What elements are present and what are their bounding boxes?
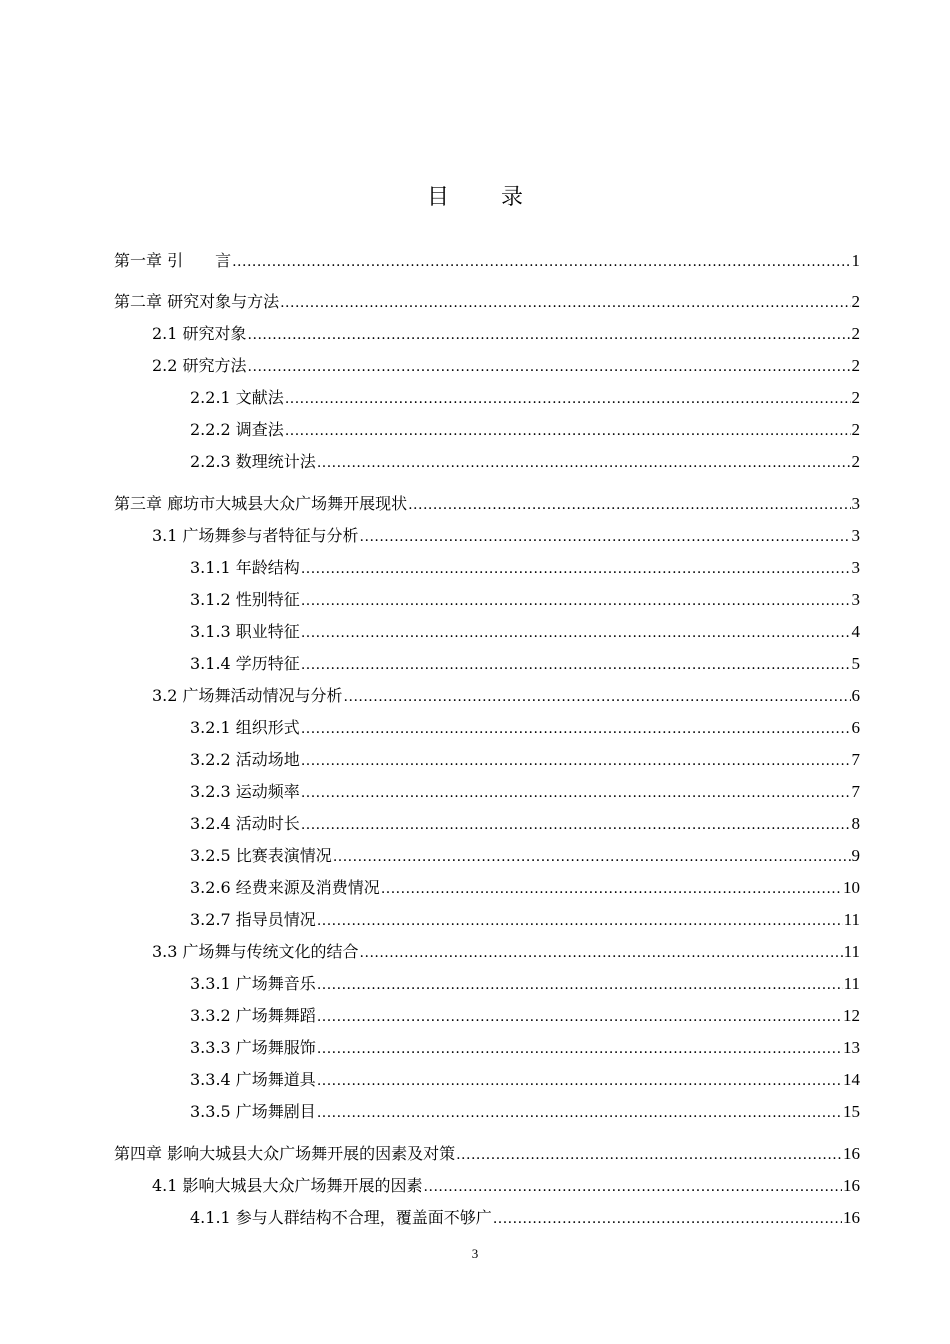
toc-entry[interactable] [152, 353, 860, 377]
toc-entry-label: 3.1.2 性别特征 [190, 590, 300, 609]
toc-entry[interactable] [114, 289, 860, 313]
toc-entry[interactable] [114, 248, 860, 272]
leader-dots [360, 529, 851, 545]
toc-entry-label: 4.1 影响大城县大众广场舞开展的因素 [152, 1176, 423, 1195]
leader-dots [381, 881, 842, 897]
toc-entry[interactable] [190, 417, 860, 441]
leader-dots [301, 593, 851, 609]
toc-entry[interactable] [152, 1173, 860, 1197]
leader-dots [317, 1041, 842, 1057]
toc-entry-page: 15 [843, 1102, 860, 1121]
leader-dots [317, 1009, 842, 1025]
toc-entry[interactable] [190, 1003, 860, 1027]
toc-entry-page: 4 [851, 622, 860, 641]
toc-title: 目录 [426, 185, 575, 210]
toc-entry-label: 2.2.3 数理统计法 [190, 452, 316, 471]
toc-entry-label: 3.2.5 比赛表演情况 [190, 846, 332, 865]
toc-entry[interactable] [190, 907, 860, 931]
toc-entry-label: 2.2.1 文献法 [190, 388, 284, 407]
leader-dots [408, 497, 850, 513]
leader-dots [248, 327, 851, 343]
toc-entry[interactable] [190, 747, 860, 771]
toc-entry-page: 2 [851, 388, 860, 407]
leader-dots [248, 359, 851, 375]
toc-entry-page: 2 [851, 420, 860, 439]
toc-entry[interactable] [114, 491, 860, 515]
toc-entry[interactable] [190, 651, 860, 675]
leader-dots [301, 625, 851, 641]
toc-entry-label: 3.1.4 学历特征 [190, 654, 300, 673]
toc-entry-label: 2.1 研究对象 [152, 324, 247, 343]
leader-dots [285, 391, 851, 407]
leader-dots [360, 945, 843, 961]
toc-entry-label: 4.1.1 参与人群结构不合理，覆盖面不够广 [190, 1208, 492, 1227]
toc-entry-page: 3 [851, 558, 860, 577]
toc-entry-label: 3.3 广场舞与传统文化的结合 [152, 942, 359, 961]
toc-entry-label: 3.2.6 经费来源及消费情况 [190, 878, 380, 897]
toc-entry[interactable] [152, 939, 860, 963]
leader-dots [301, 721, 851, 737]
toc-entry-label: 3.2.7 指导员情况 [190, 910, 316, 929]
toc-entry-label: 2.2 研究方法 [152, 356, 247, 375]
toc-entry-page: 16 [843, 1208, 860, 1227]
toc-entry-page: 2 [851, 292, 860, 311]
toc-entry-label: 3.2.4 活动时长 [190, 814, 300, 833]
toc-entry-page: 3 [851, 494, 860, 513]
toc-entry-page: 7 [851, 782, 860, 801]
leader-dots [317, 1073, 842, 1089]
toc-entry-page: 11 [843, 910, 860, 929]
toc-entry-label: 3.2.3 运动频率 [190, 782, 300, 801]
toc-entry-label: 3.3.4 广场舞道具 [190, 1070, 316, 1089]
toc-entry-page: 11 [843, 974, 860, 993]
toc-entry-label: 第二章 研究对象与方法 [114, 292, 280, 311]
toc-entry[interactable] [190, 843, 860, 867]
toc-entry[interactable] [152, 683, 860, 707]
toc-entry-page: 16 [843, 1176, 860, 1195]
toc-entry[interactable] [190, 619, 860, 643]
toc-entry-label: 3.1 广场舞参与者特征与分析 [152, 526, 359, 545]
toc-entry-label: 3.3.5 广场舞剧目 [190, 1102, 316, 1121]
toc-entry-label: 3.3.2 广场舞舞蹈 [190, 1006, 316, 1025]
toc-entry-label: 3.2 广场舞活动情况与分析 [152, 686, 343, 705]
toc-entry[interactable] [152, 523, 860, 547]
toc-entry-label: 3.1.1 年龄结构 [190, 558, 300, 577]
toc-entry-page: 12 [843, 1006, 860, 1025]
toc-entry-page: 7 [851, 750, 860, 769]
leader-dots [301, 657, 851, 673]
leader-dots [493, 1211, 842, 1227]
toc-entry-page: 2 [851, 324, 860, 343]
toc-entry-label: 第四章 影响大城县大众广场舞开展的因素及对策 [114, 1144, 456, 1163]
toc-entry-label: 3.3.1 广场舞音乐 [190, 974, 316, 993]
toc-entry-label: 3.2.2 活动场地 [190, 750, 300, 769]
toc-entry[interactable] [190, 385, 860, 409]
toc-entry[interactable] [190, 587, 860, 611]
leader-dots [424, 1179, 842, 1195]
leader-dots [333, 849, 851, 865]
toc-entry-page: 1 [851, 251, 860, 270]
toc-entry-label: 第三章 廊坊市大城县大众广场舞开展现状 [114, 494, 408, 513]
toc-entry-page: 16 [843, 1144, 860, 1163]
leader-dots [317, 1105, 842, 1121]
leader-dots [317, 913, 843, 929]
toc-entry[interactable] [190, 1067, 860, 1091]
leader-dots [317, 455, 851, 471]
toc-entry-page: 11 [843, 942, 860, 961]
leader-dots [285, 423, 851, 439]
toc-entry[interactable] [190, 875, 860, 899]
toc-entry-page: 10 [843, 878, 860, 897]
leader-dots [301, 753, 851, 769]
toc-entry[interactable] [190, 1099, 860, 1123]
toc-entry-page: 3 [851, 526, 860, 545]
toc-entry-label: 第一章 引 言 [114, 251, 232, 270]
toc-entry[interactable] [114, 1141, 860, 1165]
toc-entry-page: 9 [851, 846, 860, 865]
toc-entry-label: 2.2.2 调查法 [190, 420, 284, 439]
toc-entry[interactable] [152, 321, 860, 345]
toc-entry-page: 2 [851, 452, 860, 471]
toc-entry[interactable] [190, 449, 860, 473]
toc-entry[interactable] [190, 811, 860, 835]
toc-entry-page: 3 [851, 590, 860, 609]
leader-dots [456, 1147, 842, 1163]
toc-entry[interactable] [190, 1035, 860, 1059]
toc-entry[interactable] [190, 1205, 860, 1229]
leader-dots [317, 977, 843, 993]
leader-dots [280, 295, 850, 311]
leader-dots [301, 785, 851, 801]
leader-dots [301, 817, 851, 833]
toc-entry-page: 2 [851, 356, 860, 375]
toc-entry-page: 5 [851, 654, 860, 673]
toc-entry[interactable] [190, 555, 860, 579]
leader-dots [301, 561, 851, 577]
page-number: 3 [471, 1246, 479, 1261]
toc-entry[interactable] [190, 779, 860, 803]
toc-entry-label: 3.3.3 广场舞服饰 [190, 1038, 316, 1057]
toc-entry-page: 6 [851, 718, 860, 737]
toc-entry-page: 8 [851, 814, 860, 833]
toc-entry-page: 14 [843, 1070, 860, 1089]
leader-dots [232, 254, 850, 270]
toc-entry[interactable] [190, 971, 860, 995]
toc-entry[interactable] [190, 715, 860, 739]
toc-entry-label: 3.1.3 职业特征 [190, 622, 300, 641]
toc-entry-label: 3.2.1 组织形式 [190, 718, 300, 737]
toc-entry-page: 6 [851, 686, 860, 705]
leader-dots [344, 689, 851, 705]
toc-entry-page: 13 [843, 1038, 860, 1057]
